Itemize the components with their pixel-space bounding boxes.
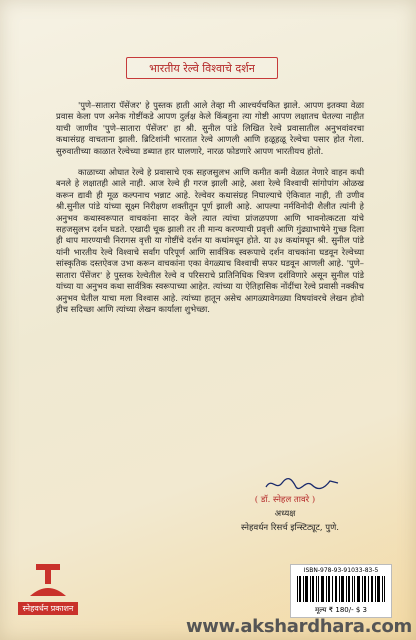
publisher-name: स्नेहवर्धन प्रकाशन [18,602,78,615]
barcode-icon [297,576,385,602]
author-role: अध्यक्ष [274,509,296,519]
isbn-text: ISBN-978-93-91033-83-5 [303,567,379,574]
watermark-text: www.akshardhara.com [185,616,412,637]
author-name: ( डॉ. स्नेहल तावरे ) [254,495,316,505]
foreword-body [56,100,364,325]
signature-image [262,475,342,495]
paragraph-2: काळाच्या ओघात रेल्वे हे प्रवासाचे एक सहजसुलभ आणि कमीत कमी वेळात नेणारे वाहन कधी बनले हे लक्षातही आले नाही. आज रेल्वे ही गरज झाली आहे, अशा रेल्वे विश्वाची सांगोपांग ओळख करून द्यावी ही मूळ कल्पनाच भन्नाट आहे. रेल्वेवर कथासंग्रह निघाल्याचे ऐकिवात नाही, ती उणीव श्री.सुनील पांडे यांच्या सूक्ष्म निरीक्षण शक्तीतून पूर्ण झाली आहे. आपल्या नर्मविनोदी शैलीत त्यांनी हे अनुभव कथास्वरूपात वाचकांना सादर केले त्यात त्यांचा प्रांजळपणा आणि भावनोत्कटता यांचे सहजसुलभ दर्शन घडते. एखादी चूक झाली तर ती मान्य करण्याची प्रवृत्ती आणि गुंढ्याभाषेने गुच्छ दिला ही थाप मारण्याची निरागस वृत्ती या गोष्टींचे दर्शन या कथांमधून होते. या ३४ कथांमधून श्री. सुनील पांडे यांनी भारतीय रेल्वे विश्वाचे सर्वांग परिपूर्ण आणि सार्वत्रिक स्वरूपाचे दर्शन वाचकांना घडवून रेल्वेच्या सांस्कृतिक दस्तऐवज उभा करून वाचकांना एका वेगळ्याच विश्वाची सफर घडवून आणली आहे. 'पुणे–सातारा पॅसेंजर' हे पुस्तक रेल्वेतील रेल्वे व परिसराचे प्रातिनिधिक चित्रण दर्शविणारे असून सुनील पांडे यांच्या या अनुभव कथा सार्वत्रिक स्वरूपाच्या आहेत. त्यांच्या या ऐतिहासिक नोंदींचा रेल्वे प्रवासी नक्कीच अनुभव घेतील याचा मला विश्वास आहे. त्यांच्या हातून असेच आगळ्यावेगळ्या विषयांवरचे लेखन होवो हीच सदिच्छा आणि त्यांच्या लेखन कार्याला शुभेच्छा. [56,167,364,314]
price-text: मूल्य ₹ 180/- $ 3 [315,606,367,614]
paragraph-1: 'पुणे–सातारा पॅसेंजर' हे पुस्तक हाती आले तेव्हा मी आश्चर्यचकित झाले. आपण इतक्या वेळा प्रवास केला पण अनेक गोष्टींकडे आपण दुर्लक्ष केले किंबहुना त्या गोष्टी आपण लक्षातच घेतल्या नाहीत याची जाणीव 'पुणे–सातारा पॅसेंजर' हा श्री. सुनील पांडे लिखित रेल्वे प्रवासातील अनुभवांवरचा कथासंग्रह वाचताना झाली. ब्रिटिशांनी भारतात रेल्वे आणली आणि हळूहळू रेल्वेचा पसार होत गेला. सुरुवातीच्या काळात रेल्वेच्या डब्यात हार घालणारे, नारळ फोडणारे आपण भारतीयच होतो. [56,100,364,156]
page-title [126,57,278,79]
author-organization: स्नेहवर्धन रिसर्च इन्स्टिट्यूट, पुणे. [240,523,339,533]
barcode-block [290,564,392,618]
page-title-text: भारतीय रेल्वे विश्वाचे दर्शन [149,61,255,75]
